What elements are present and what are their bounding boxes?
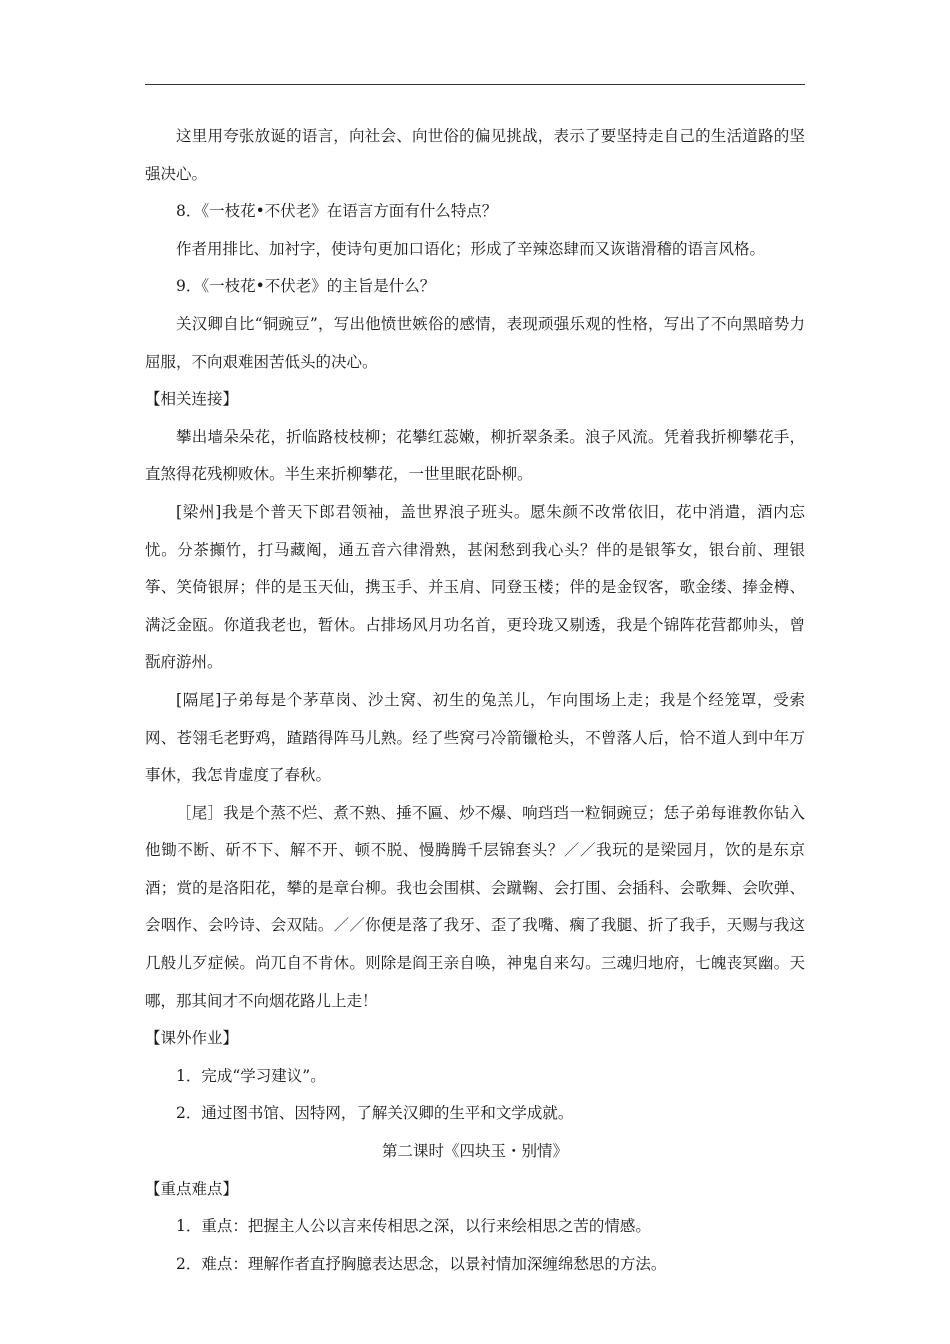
- document-body: [145, 118, 805, 1283]
- header-rule: [145, 84, 805, 85]
- question-8: 8．《一枝花•不伏老》在语言方面有什么特点？: [176, 202, 498, 221]
- question-9: 9．《一枝花•不伏老》的主旨是什么？: [176, 277, 436, 296]
- lesson-title: 第二课时《四块玉・别情》: [381, 1142, 568, 1161]
- key-point-1: 1．重点：把握主人公以言来传相思之深，以行来绘相思之苦的情感。: [176, 1217, 651, 1236]
- poem-paragraph: 攀出墙朵朵花，折临路枝枝柳；花攀红蕊嫩，柳折翠条柔。浪子风流。凭着我折柳攀花手，直煞得花残柳败休。半生来折柳攀花，一世里眠花卧柳。: [145, 427, 805, 484]
- homework-item-2: 2．通过图书馆、因特网，了解关汉卿的生平和文学成就。: [176, 1104, 574, 1123]
- poem-paragraph-liangzhou: [梁州]我是个普天下郎君领袖，盖世界浪子班头。愿朱颜不改常依旧，花中消遣，酒内忘忧。分茶攧竹，打马藏阄，通五音六律滑熟，甚闲愁到我心头？伴的是银筝女，银台前、理银筝、笑倚银屏；伴的是玉天仙，携玉手、并玉肩、同登玉楼；伴的是金钗客，歌金缕、捧金樽、满泛金瓯。你道我老也，暂休。占排场风月功名首，更玲珑又剔透，我是个锦阵花营都帅头，曾翫府游州。: [145, 502, 805, 672]
- section-heading-key-points: 【重点难点】: [145, 1179, 239, 1198]
- section-heading-homework: 【课外作业】: [145, 1029, 239, 1048]
- key-point-2: 2．难点：理解作者直抒胸臆表达思念，以景衬情加深缠绵愁思的方法。: [176, 1254, 667, 1273]
- answer-9: 关汉卿自比“铜豌豆”，写出他愤世嫉俗的感情，表现顽强乐观的性格，写出了不向黑暗势力屈服，不向艰难困苦低头的决心。: [145, 314, 805, 371]
- paragraph: 这里用夸张放诞的语言，向社会、向世俗的偏见挑战，表示了要坚持走自己的生活道路的坚强决心。: [145, 127, 805, 183]
- homework-item-1: 1．完成“学习建议”。: [176, 1066, 326, 1085]
- section-heading-related-links: 【相关连接】: [145, 390, 239, 409]
- poem-paragraph-gewei: [隔尾]子弟每是个茅草岗、沙土窝、初生的兔羔儿，乍向围场上走；我是个经笼罩，受索网、苍翎毛老野鸡，蹅踏得阵马儿熟。经了些窝弓冷箭镴枪头，不曾落人后，恰不道人到中年万事休，我怎肯虚度了春秋。: [145, 690, 805, 785]
- poem-paragraph-wei: ［尾］我是个蒸不烂、煮不熟、捶不匾、炒不爆、响珰珰一粒铜豌豆；恁子弟每谁教你钻入他锄不断、斫不下、解不开、顿不脱、慢腾腾千层锦套头？／／我玩的是梁园月，饮的是东京酒；赏的是洛阳花，攀的是章台柳。我也会围棋、会蹴鞠、会打围、会插科、会歌舞、会吹弹、会咽作、会吟诗、会双陆。／／你便是落了我牙、歪了我嘴、瘸了我腿、折了我手，天赐与我这几般儿歹症候。尚兀自不肯休。则除是阎王亲自唤，神鬼自来勾。三魂归地府，七魄丧冥幽。天哪，那其间才不向烟花路儿上走！: [145, 803, 805, 1010]
- answer-8: 作者用排比、加衬字，使诗句更加口语化；形成了辛辣恣肆而又诙谐滑稽的语言风格。: [176, 239, 766, 258]
